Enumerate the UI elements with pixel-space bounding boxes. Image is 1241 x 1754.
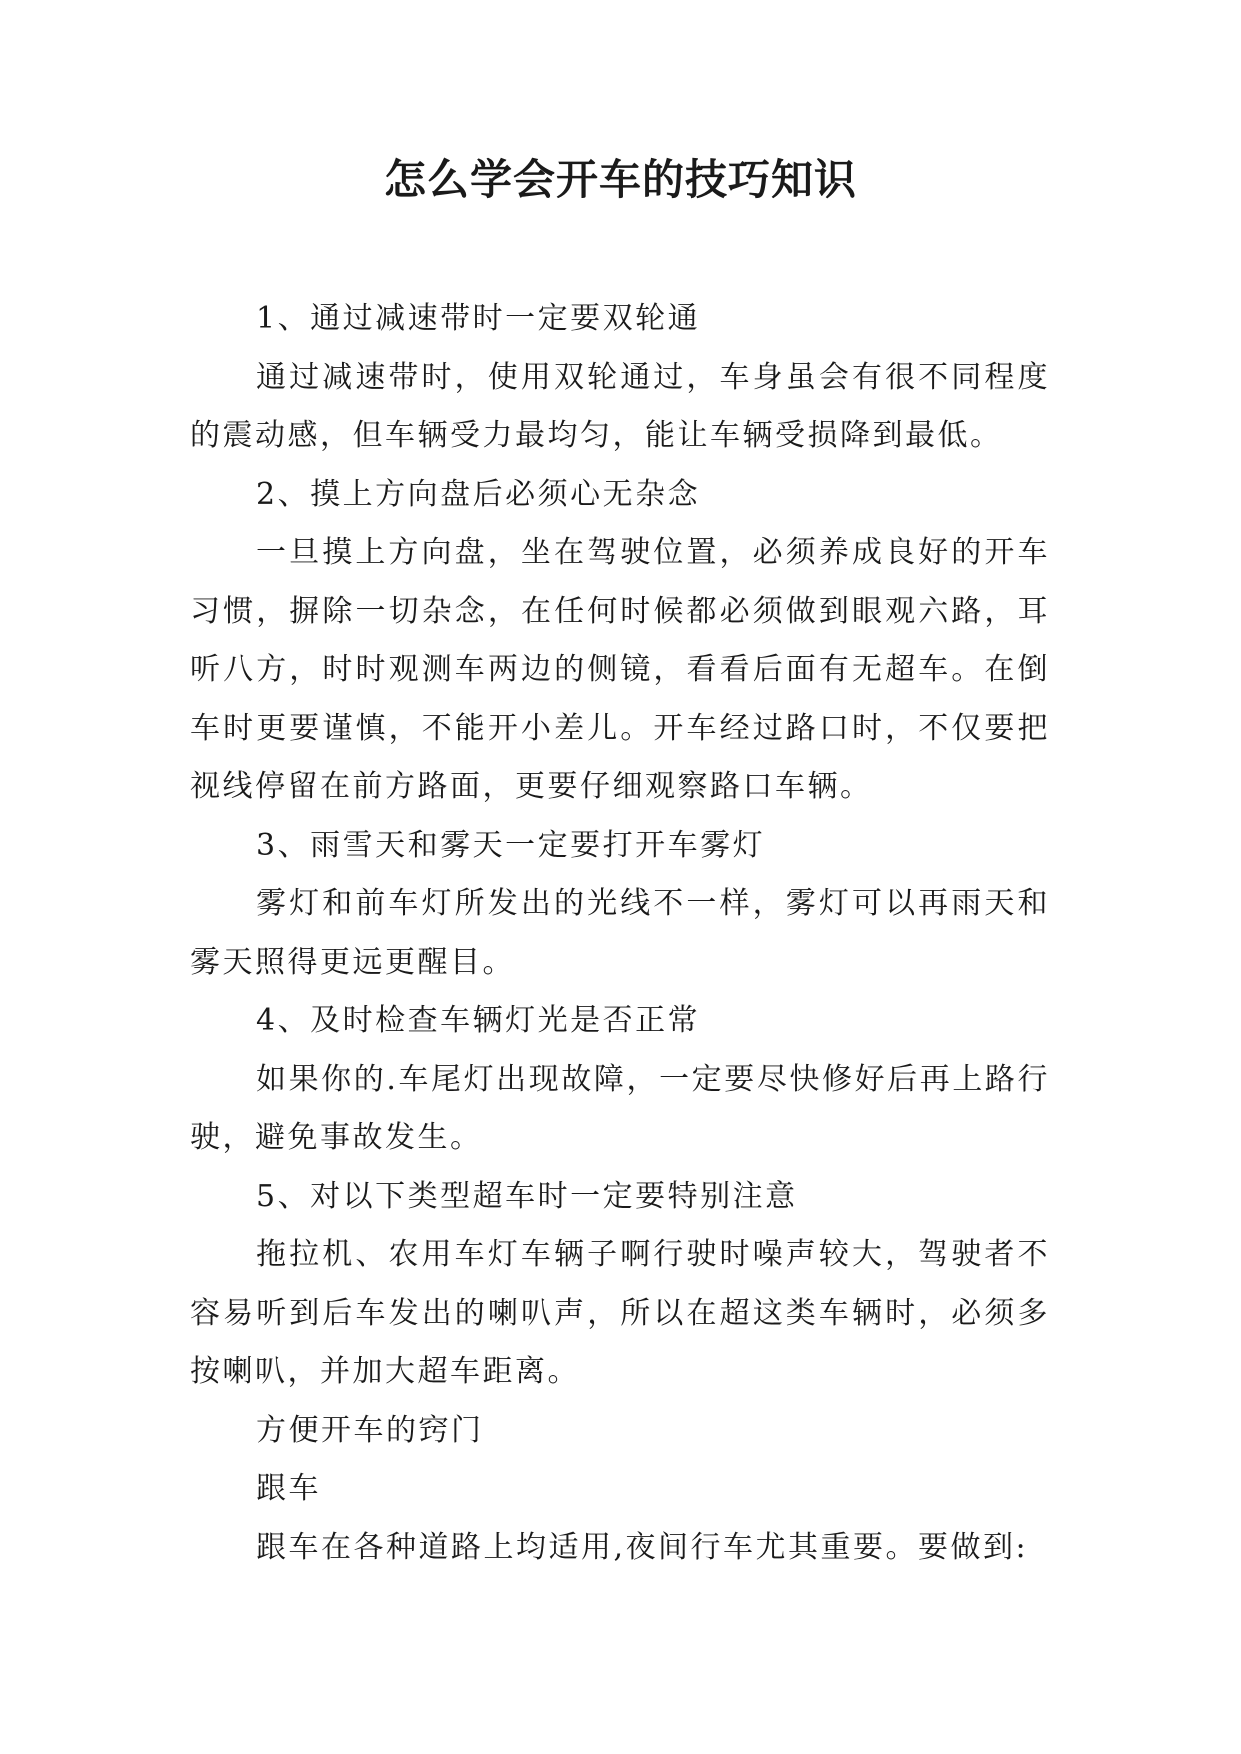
section-heading: 方便开车的窍门	[256, 1412, 484, 1448]
paragraph-6: 跟车在各种道路上均适用,夜间行车尤其重要。要做到:	[256, 1529, 1029, 1565]
heading-3: 3、雨雪天和雾天一定要打开车雾灯	[256, 827, 766, 863]
heading-2: 2、摸上方向盘后必须心无杂念	[256, 476, 701, 512]
paragraph-2: 一旦摸上方向盘，坐在驾驶位置，必须养成良好的开车习惯，摒除一切杂念，在任何时候都必须做到眼观六路，耳听八方，时时观测车两边的侧镜，看看后面有无超车。在倒车时更要谨慎，不能开小差儿。开车经过路口时，不仅要把视线停留在前方路面，更要仔细观察路口车辆。	[190, 535, 1050, 804]
paragraph-3: 雾灯和前车灯所发出的光线不一样，雾灯可以再雨天和雾天照得更远更醒目。	[190, 886, 1050, 980]
paragraph-4: 如果你的.车尾灯出现故障，一定要尽快修好后再上路行驶，避免事故发生。	[190, 1061, 1050, 1155]
heading-5: 5、对以下类型超车时一定要特别注意	[256, 1178, 798, 1214]
document-title: 怎么学会开车的技巧知识	[383, 155, 857, 204]
paragraph-1: 通过减速带时，使用双轮通过，车身虽会有很不同程度的震动感，但车辆受力最均匀，能让车辆受损降到最低。	[190, 359, 1050, 453]
subsection-heading: 跟车	[256, 1471, 321, 1506]
heading-1: 1、通过减速带时一定要双轮通	[256, 301, 701, 336]
paragraph-5: 拖拉机、农用车灯车辆子啊行驶时噪声较大，驾驶者不容易听到后车发出的喇叭声，所以在超这类车辆时，必须多按喇叭，并加大超车距离。	[190, 1237, 1050, 1389]
heading-4: 4、及时检查车辆灯光是否正常	[256, 1003, 701, 1038]
document-body	[190, 290, 1050, 1577]
